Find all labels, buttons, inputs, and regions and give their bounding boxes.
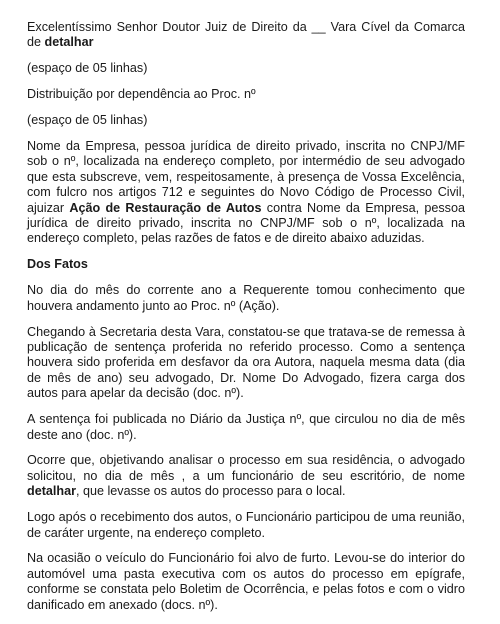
intro-text-2: contra Nome da Empresa, pessoa jurídica de direito privado, inscrita no CNPJ/MF sob o nº, localizada na endereço completo, pelas razões de fatos e de direito abaixo aduzidas. — [27, 200, 465, 246]
facts-paragraph-6: Na ocasião o veículo do Funcionário foi alvo de furto. Levou-se do interior do automóvel uma pasta executiva com os autos do processo em epígrafe, conforme se constata pelo Boletim de Ocorrência, e pelas fotos e com o vidro danificado em anexado (docs. nº). — [27, 551, 465, 612]
court-address-placeholder: detalhar — [44, 35, 94, 50]
court-address — [27, 20, 465, 51]
action-title: Ação de Restauração de Autos — [69, 200, 262, 215]
intro-text-1: Nome da Empresa, pessoa jurídica de direito privado, inscrita no CNPJ/MF sob o nº, localizada na endereço completo, por intermédio de seu advogado que esta subscreve, vem, respeitosamente, à presença de Vossa Excelência, com fulcro nos artigos 712 e seguintes do Novo Código de Processo Civil, ajuizar — [27, 139, 465, 215]
intro-paragraph — [27, 139, 465, 247]
facts-paragraph-2: Chegando à Secretaria desta Vara, constatou-se que tratava-se de remessa à publicação de sentença proferida no referido processo. Como a sentença houvera sido proferida em desfavor da ora Autora, naquela mesma data (dia de mês de ano) seu advogado, Dr. Nome Do Advogado, fizera carga dos autos para apelar da decisão (doc. nº). — [27, 324, 465, 401]
facts-p4-text-2: , que levasse os autos do processo para o local. — [76, 484, 346, 499]
facts-paragraph-1: No dia do mês do corrente ano a Requerente tomou conhecimento que houvera andamento junto ao Proc. nº (Ação). — [27, 283, 465, 313]
facts-paragraph-4 — [27, 453, 465, 499]
spacing-note-1: (espaço de 05 linhas) — [27, 61, 148, 76]
facts-paragraph-5: Logo após o recebimento dos autos, o Funcionário participou de uma reunião, de caráter urgente, na endereço completo. — [27, 510, 465, 540]
facts-paragraph-3: A sentença foi publicada no Diário da Justiça nº, que circulou no dia de mês deste ano (doc. nº). — [27, 412, 465, 442]
facts-p4-text-1: Ocorre que, objetivando analisar o processo em sua residência, o advogado solicitou, no dia de mês , a um funcionário de seu escritório, de nome — [27, 453, 465, 483]
distribution-line: Distribuição por dependência ao Proc. nº — [27, 87, 256, 102]
document-page — [27, 20, 465, 624]
section-heading: Dos Fatos — [27, 257, 88, 272]
spacing-note-2: (espaço de 05 linhas) — [27, 113, 148, 128]
court-address-text: Excelentíssimo Senhor Doutor Juiz de Direito da __ Vara Cível da Comarca de — [27, 20, 465, 50]
employee-name-placeholder: detalhar — [27, 484, 76, 499]
